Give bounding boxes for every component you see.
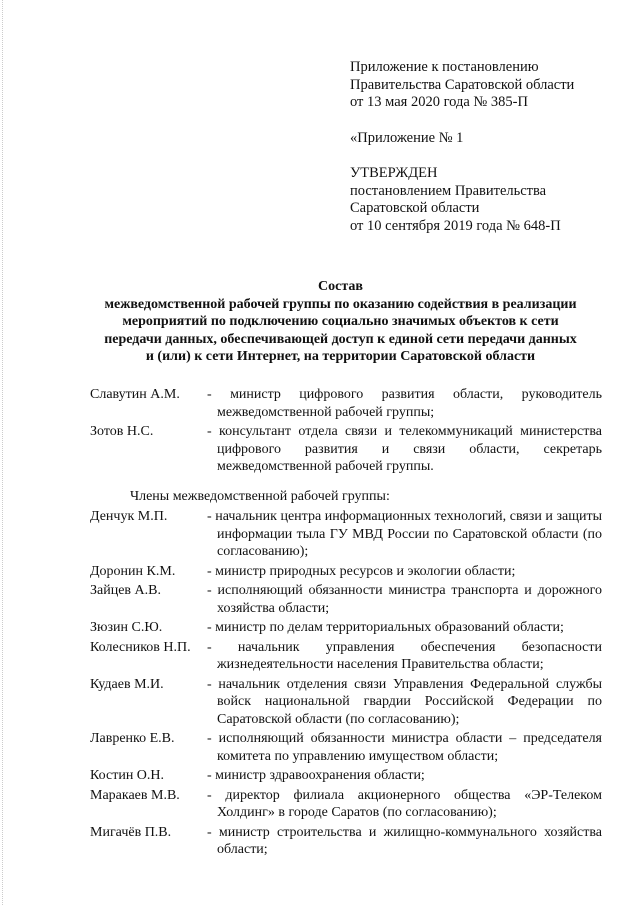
list-item [90, 787, 602, 822]
annex-label: «Приложение № 1 [350, 129, 464, 146]
list-item [90, 767, 602, 785]
member-role: - начальник управления обеспечения безопасности жизнедеятельности населения Правительства области; [207, 639, 602, 674]
member-role: - министр цифрового развития области, руководитель межведомственной рабочей группы; [207, 386, 602, 421]
header-line: от 10 сентября 2019 года № 648-П [350, 217, 561, 234]
list-item [90, 386, 602, 421]
member-role: - министр строительства и жилищно-коммунального хозяйства области; [207, 824, 602, 859]
list-item [90, 639, 602, 674]
title-line: и (или) к сети Интернет, на территории Саратовской области [145, 349, 536, 364]
member-name: Маракаев М.В. [90, 787, 180, 803]
member-name: Славутин А.М. [90, 387, 180, 402]
member-name: Колесников Н.П. [90, 639, 191, 655]
list-item [90, 582, 602, 617]
leaders-list [90, 386, 602, 478]
list-item [90, 676, 602, 729]
member-name: Зюзин С.Ю. [90, 620, 163, 635]
list-item [90, 563, 602, 581]
member-name: Кудаев М.И. [90, 676, 164, 692]
member-role: - директор филиала акционерного общества «ЭР-Телеком Холдинг» в городе Саратов (по согласованию); [207, 787, 602, 822]
members-heading: Члены межведомственной рабочей группы: [130, 489, 390, 504]
member-name: Лавренко Е.В. [90, 731, 175, 746]
header-line: постановлением Правительства [350, 182, 547, 199]
member-role: - министр по делам территориальных образований области; [207, 619, 602, 637]
member-role: - начальник центра информационных технологий, связи и защиты информации тыла ГУ МВД России по Саратовской области (по согласованию); [207, 508, 602, 561]
title-line: мероприятий по подключению социально значимых объектов к сети [122, 314, 559, 329]
member-name: Костин О.Н. [90, 768, 165, 783]
header-line: Приложение к постановлению [350, 59, 539, 75]
member-name: Доронин К.М. [90, 563, 176, 579]
header-line: от 13 мая 2020 года № 385-П [350, 94, 528, 110]
member-role: - министр природных ресурсов и экологии области; [207, 563, 602, 581]
members-list [90, 508, 602, 861]
document-header [350, 59, 620, 235]
member-name: Зайцев А.В. [90, 583, 161, 598]
list-item [90, 423, 602, 476]
member-role: - исполняющий обязанности министра транспорта и дорожного хозяйства области; [207, 582, 602, 617]
member-role: - консультант отдела связи и телекоммуникаций министерства цифрового развития и связи области, секретарь межведомственной рабочей группы. [207, 423, 602, 476]
list-item [90, 730, 602, 765]
member-name: Денчук М.П. [90, 509, 168, 524]
list-item [90, 824, 602, 859]
header-line: Правительства Саратовской области [350, 76, 575, 93]
title-line: передачи данных, обеспечивающей доступ к единой сети передачи данных [104, 331, 577, 347]
list-item [90, 619, 602, 637]
approved-label: УТВЕРЖДЕН [350, 165, 438, 181]
member-name: Зотов Н.С. [90, 424, 154, 439]
member-role: - министр здравоохранения области; [207, 767, 602, 785]
header-line: Саратовской области [350, 200, 480, 216]
list-item [90, 508, 602, 561]
document-title [88, 278, 593, 366]
member-role: - исполняющий обязанности министра области – председателя комитета по управлению имуществом области; [207, 730, 602, 765]
member-name: Мигачёв П.В. [90, 824, 172, 840]
title-line: межведомственной рабочей группы по оказанию содействия в реализации [104, 296, 577, 312]
title-heading: Состав [318, 279, 363, 294]
scan-edge [2, 0, 5, 905]
member-role: - начальник отделения связи Управления Федеральной службы войск национальной гвардии Российской Федерации по Саратовской области (по согласованию); [207, 676, 602, 729]
